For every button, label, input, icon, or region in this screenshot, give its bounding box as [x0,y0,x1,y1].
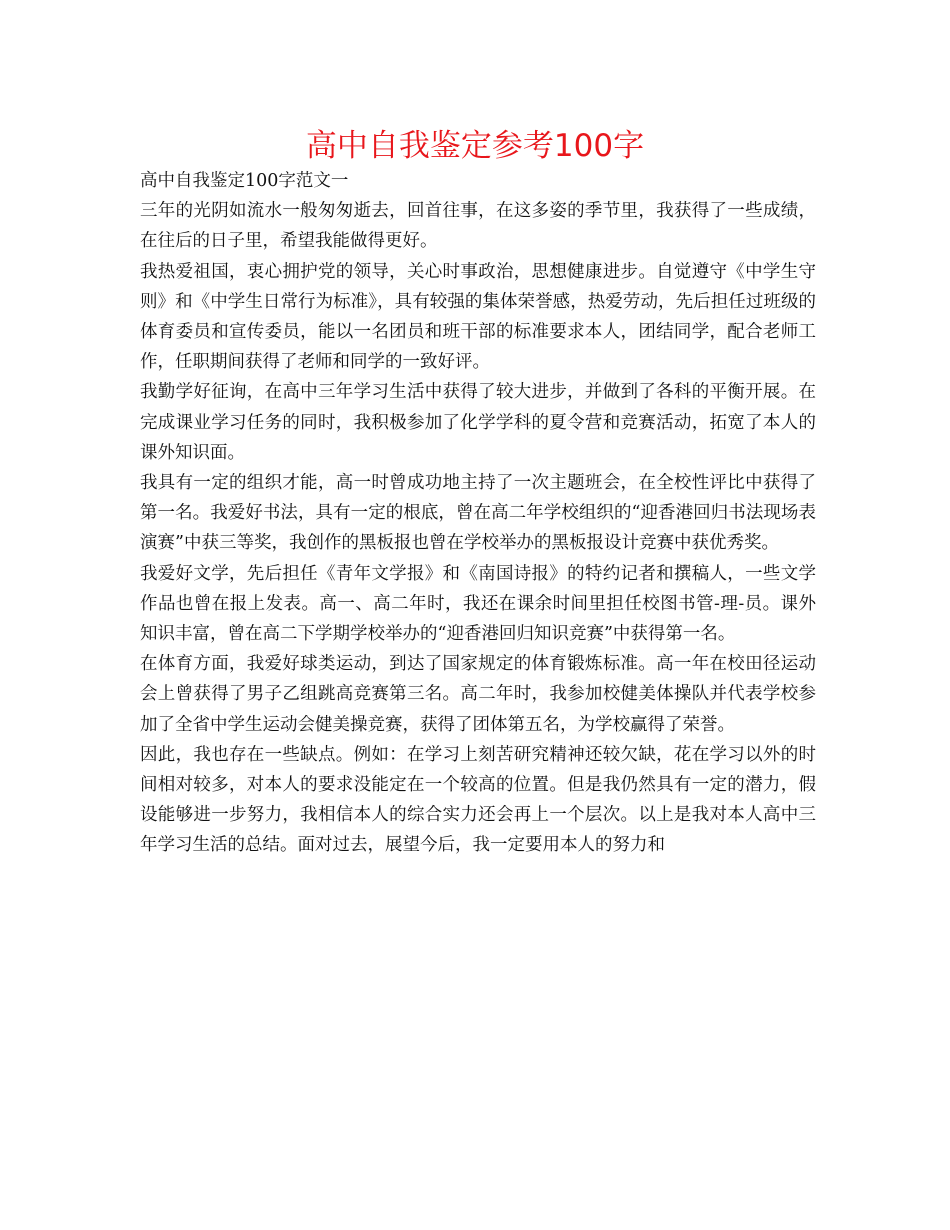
document-body [140,166,816,861]
paragraph-literature: 我爱好文学，先后担任《青年文学报》和《南国诗报》的特约记者和撰稿人，一些文学作品也曾在报上发表。高一、高二年时，我还在课余时间里担任校图书管-理-员。课外知识丰富，曾在高二下学期学校举办的“迎香港回归知识竞赛”中获得第一名。 [140,563,816,645]
paragraph-organization: 我具有一定的组织才能，高一时曾成功地主持了一次主题班会，在全校性评比中获得了第一名。我爱好书法，具有一定的根底，曾在高二年学校组织的“迎香港回归书法现场表演赛”中获三等奖，我创作的黑板报也曾在学校举办的黑板报设计竞赛中获优秀奖。 [140,473,816,554]
paragraph-sports: 在体育方面，我爱好球类运动，到达了国家规定的体育锻炼标准。高一年在校田径运动会上曾获得了男子乙组跳高竞赛第三名。高二年时，我参加校健美体操队并代表学校参加了全省中学生运动会健美操竞赛，获得了团体第五名，为学校赢得了荣誉。 [140,654,816,735]
document-title: 高中自我鉴定参考100字 [305,128,645,164]
paragraph-shortcomings: 因此，我也存在一些缺点。例如：在学习上刻苦研究精神还较欠缺，花在学习以外的时间相对较多，对本人的要求没能定在一个较高的位置。但是我仍然具有一定的潜力，假设能够进一步努力，我相信本人的综合实力还会再上一个层次。以上是我对本人高中三年学习生活的总结。面对过去，展望今后，我一定要用本人的努力和 [140,744,816,856]
section-heading: 高中自我鉴定100字范文一 [140,171,349,191]
paragraph-patriotism: 我热爱祖国，衷心拥护党的领导，关心时事政治，思想健康进步。自觉遵守《中学生守则》和《中学生日常行为标准》，具有较强的集体荣誉感，热爱劳动，先后担任过班级的体育委员和宣传委员，能以一名团员和班干部的标准要求本人，团结同学，配合老师工作，任职期间获得了老师和同学的一致好评。 [140,261,816,373]
paragraph-intro: 三年的光阴如流水一般匆匆逝去，回首往事，在这多姿的季节里，我获得了一些成绩，在往后的日子里，希望我能做得更好。 [140,201,816,252]
paragraph-study: 我勤学好征询，在高中三年学习生活中获得了较大进步，并做到了各科的平衡开展。在完成课业学习任务的同时，我积极参加了化学学科的夏令营和竞赛活动，拓宽了本人的课外知识面。 [140,382,816,463]
